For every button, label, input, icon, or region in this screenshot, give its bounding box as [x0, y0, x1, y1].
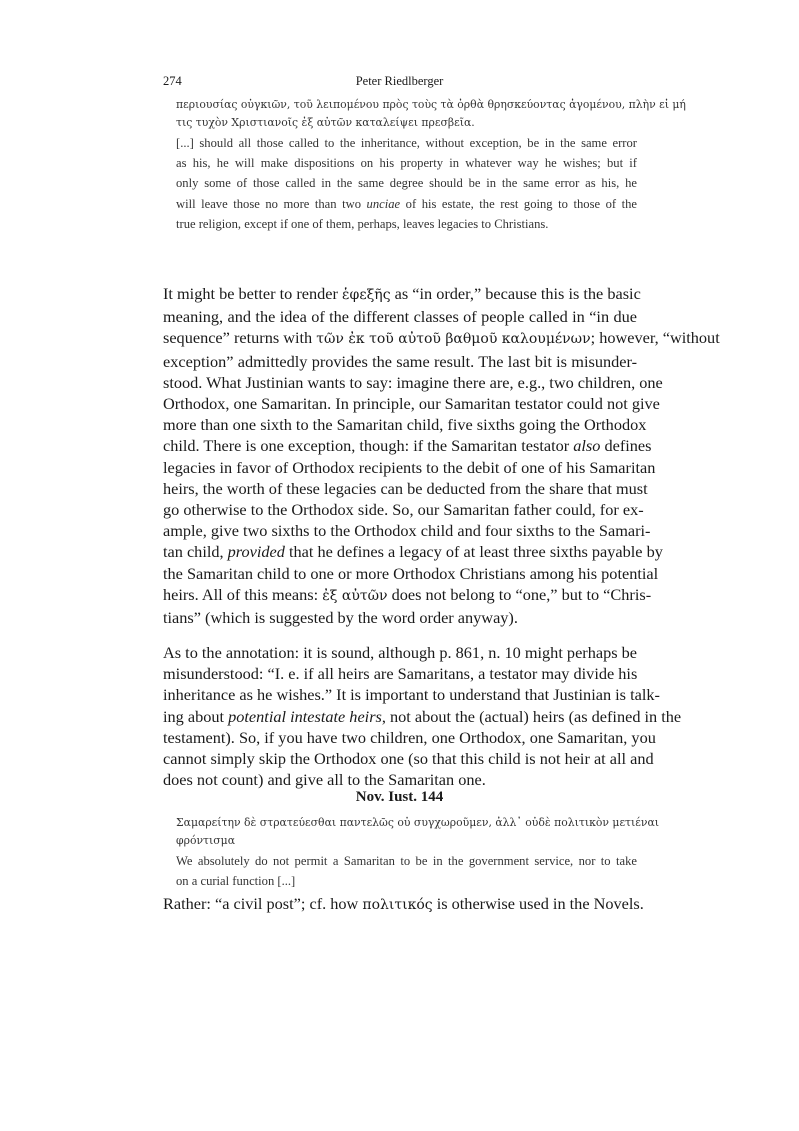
text-line [163, 684, 660, 705]
text-run: is otherwise used in the Novels. [432, 894, 644, 913]
text-line [163, 393, 660, 414]
text-run: of his estate, the rest going to those of the [400, 196, 638, 211]
text-line [176, 194, 637, 214]
text-line [176, 871, 637, 891]
italic-text: potential intestate heirs [228, 706, 382, 726]
text-run: tan child, [163, 542, 228, 562]
text-run: ample, give two sixths to the Orthodox child and four sixths to the Samari- [163, 521, 651, 541]
greek-text: πολιτικός [362, 897, 433, 913]
text-line [163, 283, 641, 306]
greek-text: φρόντισμα [176, 833, 236, 847]
greek-text: τις τυχὸν Χριστιανοῖς ἐξ αὐτῶν καταλείψει πρεσβεῖα. [176, 115, 475, 129]
text-run: sequence” returns with [163, 328, 317, 348]
quote-translation-1 [176, 133, 637, 234]
text-run: As to the annotation: it is sound, although p. 861, n. 10 might perhaps be [163, 643, 637, 662]
text-run: true religion, except if one of them, perhaps, leaves legacies to Christians. [176, 216, 549, 231]
text-line [163, 351, 637, 372]
text-run: heirs, the worth of these legacies can be deducted from the share that must [163, 478, 648, 498]
text-run: ing about [163, 706, 229, 726]
text-line [176, 96, 686, 114]
running-head: Peter Riedlberger [355, 74, 444, 88]
text-run: Rather: “a civil post”; cf. how [163, 894, 363, 913]
text-line [163, 893, 644, 916]
text-run: on a curial function [...] [176, 874, 296, 889]
text-run: misunderstood: “I. e. if all heirs are Samaritans, a testator may divide his [163, 664, 638, 684]
text-line [163, 520, 651, 541]
text-line [163, 327, 720, 350]
text-line [176, 851, 637, 871]
text-line [163, 769, 637, 790]
text-run: We absolutely do not permit a Samaritan to be in the government service, nor to take [176, 854, 637, 868]
text-line [163, 435, 652, 456]
section-heading: Nov. Iust. 144 [355, 789, 444, 805]
quote-greek-2 [176, 814, 660, 849]
text-run: Orthodox, one Samaritan. In principle, our Samaritan testator could not give [163, 394, 660, 414]
text-run: ; however, “without [590, 328, 720, 348]
text-run: does not count) and give all to the Samaritan one. [163, 770, 486, 790]
text-line [176, 114, 637, 132]
text-line [176, 173, 637, 193]
text-run: that he defines a legacy of at least three sixths payable by [284, 542, 663, 562]
text-run: heirs. All of this means: [163, 584, 323, 604]
page-number: 274 [163, 74, 182, 88]
greek-text: Σαμαρείτην δὲ στρατεύεσθαι παντελῶς οὐ συγχωροῦμεν, ἀλλ᾽ οὐδὲ πολιτικὸν μετιέναι [176, 816, 660, 829]
italic-text: unciae [366, 196, 401, 211]
greek-text: περιουσίας οὐγκιῶν, τοῦ λειπομένου πρὸς τοὺς τὰ ὀρθὰ θρησκεύοντας ἀγομένου, πλὴν εἰ μή [176, 98, 686, 111]
text-run: go otherwise to the Orthodox side. So, our Samaritan father could, for ex- [163, 500, 644, 520]
text-run: testament). So, if you have two children, one Orthodox, one Samaritan, you [163, 727, 656, 747]
text-run: as his, he will make dispositions on his property in whatever way he wishes; but if [176, 156, 637, 171]
text-line [176, 214, 637, 234]
greek-text: τῶν ἐκ τοῦ αὐτοῦ βαθμοῦ καλουμένων [316, 331, 591, 348]
body-paragraph-1 [163, 283, 720, 628]
text-line [176, 814, 660, 832]
text-line [163, 663, 637, 684]
quote-greek-1 [176, 96, 686, 131]
italic-text: provided [227, 542, 285, 562]
text-run: tians” (which is suggested by the word order anyway). [163, 608, 518, 628]
text-line [163, 541, 663, 562]
text-run: as “in order,” because this is the basic [390, 284, 641, 303]
text-run: exception” admittedly provides the same result. The last bit is misunder- [163, 351, 637, 371]
text-line [176, 133, 637, 153]
text-line [163, 499, 644, 520]
text-run: meaning, and the idea of the different classes of people called in “in due [163, 307, 637, 327]
greek-text: ἐξ αὐτῶν [322, 587, 388, 604]
text-run: the Samaritan child to one or more Orthodox Christians among his potential [163, 563, 659, 583]
text-run: cannot simply skip the Orthodox one (so that this child is not heir at all and [163, 749, 654, 769]
text-run: legacies in favor of Orthodox recipients to the debit of one of his Samaritan [163, 457, 656, 477]
text-line [163, 706, 682, 727]
greek-text: ἑφεξῆς [342, 287, 391, 303]
body-paragraph-2 [163, 642, 682, 790]
text-line [163, 584, 652, 607]
text-run: will leave those no more than two [176, 196, 367, 211]
quote-translation-2 [176, 851, 637, 891]
text-run: only some of those called in the same degree should be in the same error as his, he [176, 176, 637, 191]
text-line [163, 563, 659, 584]
text-line [163, 478, 648, 499]
text-line [163, 642, 637, 663]
text-line [163, 306, 637, 327]
text-run: [...] should all those called to the inheritance, without exception, be in the same error [176, 136, 637, 150]
text-run: does not belong to “one,” but to “Chris- [387, 584, 652, 604]
text-line [176, 153, 637, 173]
text-line [163, 748, 654, 769]
text-run: inheritance as he wishes.” It is important to understand that Justinian is talk- [163, 685, 660, 705]
text-run: defines [600, 436, 652, 456]
text-line [163, 727, 656, 748]
text-run: It might be better to render [163, 284, 343, 303]
text-line [176, 832, 637, 850]
text-line [163, 372, 663, 393]
body-paragraph-3 [163, 893, 644, 916]
text-line [163, 457, 656, 478]
text-run: more than one sixth to the Samaritan child, five sixths going the Orthodox [163, 415, 647, 435]
text-line [163, 414, 647, 435]
text-run: child. There is one exception, though: if the Samaritan testator [163, 436, 574, 456]
text-line [163, 607, 637, 628]
italic-text: also [573, 436, 601, 456]
text-run: stood. What Justinian wants to say: imagine there are, e.g., two children, one [163, 372, 663, 392]
text-run: , not about the (actual) heirs (as defined in the [381, 706, 682, 726]
